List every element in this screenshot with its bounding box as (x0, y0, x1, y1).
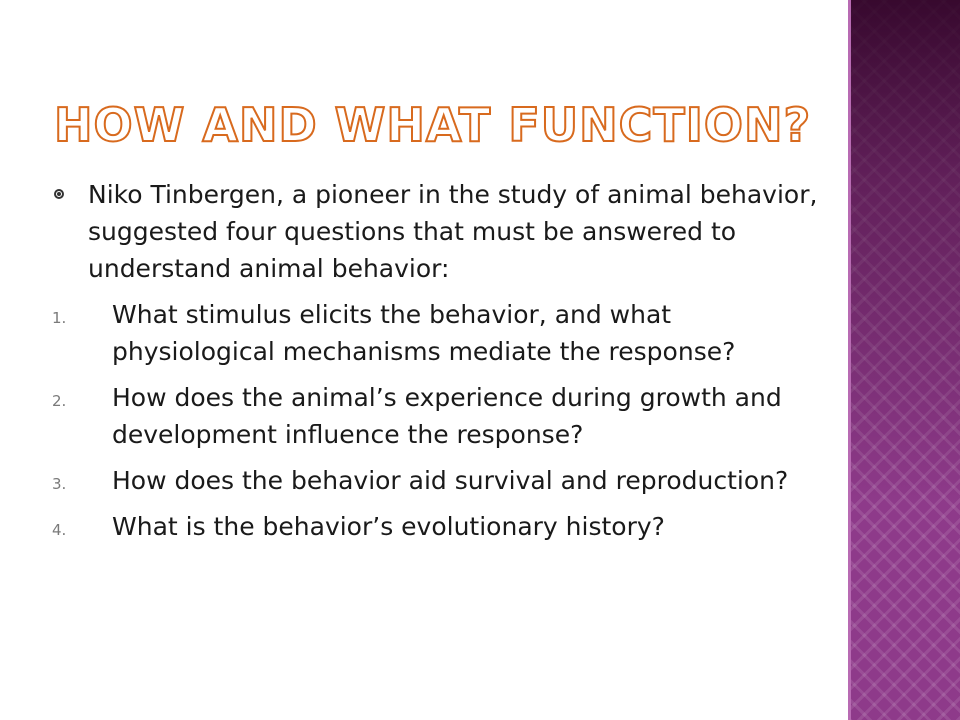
list-number: 1. (52, 309, 67, 327)
questions-list (52, 296, 832, 545)
list-item (52, 379, 832, 453)
bullet-icon (54, 189, 64, 199)
list-text: What stimulus elicits the behavior, and what physiological mechanisms mediate the response? (112, 300, 736, 366)
slide-title: HOW AND WHAT FUNCTION? (54, 98, 812, 152)
intro-text: Niko Tinbergen, a pioneer in the study of animal behavior, suggested four questions that must be answered to understand animal behavior: (88, 180, 818, 283)
list-number: 3. (52, 475, 67, 493)
side-panel-edge (848, 0, 851, 720)
list-text: How does the animal’s experience during growth and development influence the response? (112, 383, 782, 449)
list-number: 4. (52, 521, 67, 539)
list-item (52, 462, 832, 499)
list-item (52, 296, 832, 370)
slide-body (52, 176, 832, 554)
list-text: What is the behavior’s evolutionary history? (112, 512, 665, 541)
list-text: How does the behavior aid survival and reproduction? (112, 466, 789, 495)
decorative-side-panel (848, 0, 960, 720)
list-number: 2. (52, 392, 67, 410)
list-item (52, 508, 832, 545)
intro-paragraph (52, 176, 832, 287)
